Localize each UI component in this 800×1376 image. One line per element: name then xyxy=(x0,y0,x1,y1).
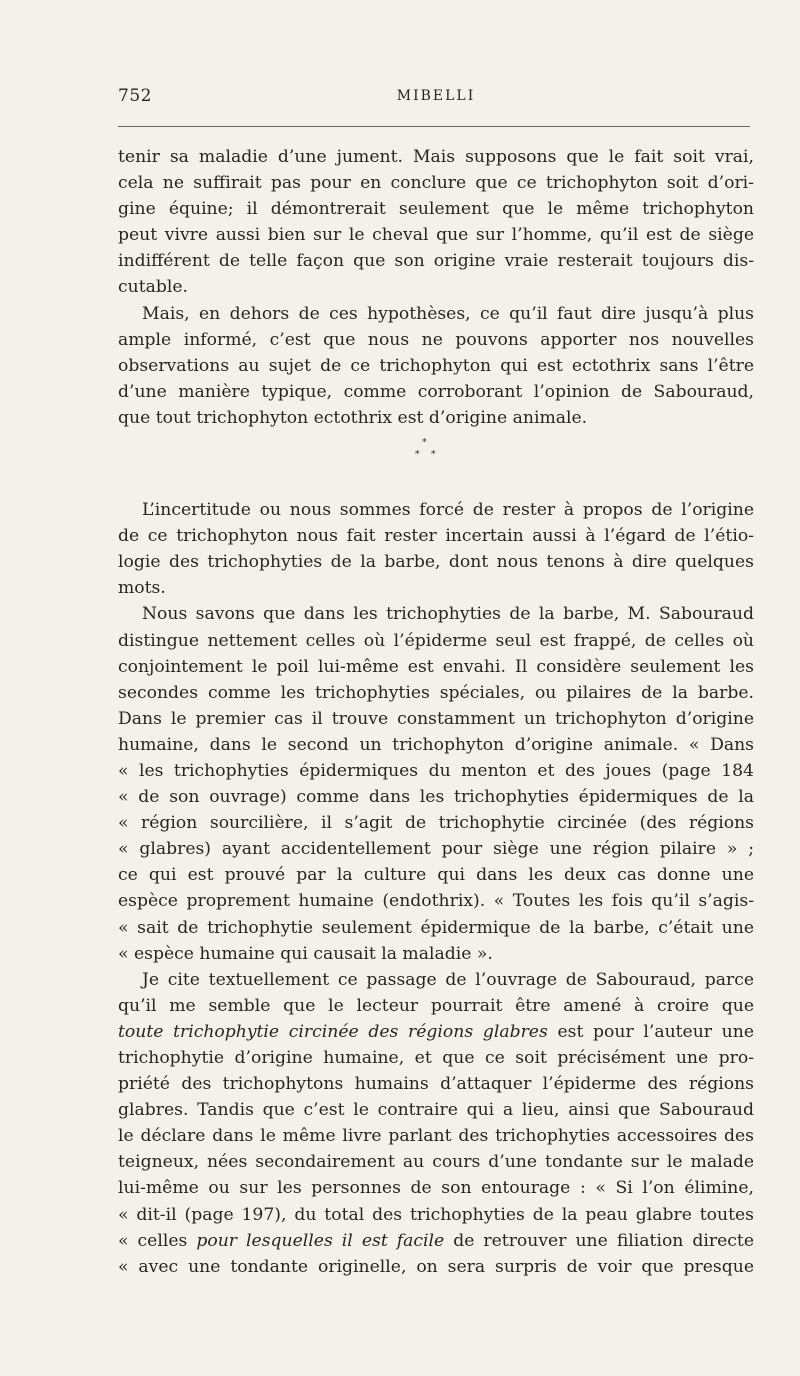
italic-phrase: toute trichophytie circinée des régions glabres xyxy=(118,1021,548,1042)
text-line: humaine, dans le second un trichophyton d’origine animale. « Dans xyxy=(118,734,754,755)
text-line: « de son ouvrage) comme dans les trichophyties épidermiques de la xyxy=(118,787,754,808)
text-line: que tout trichophyton ectothrix est d’origine animale. xyxy=(118,407,588,428)
text-line: trichophytie d’origine humaine, et que ce soit précisément une pro- xyxy=(118,1048,754,1068)
asterism-star: * xyxy=(415,450,420,461)
text-line: cutable. xyxy=(118,277,188,298)
body-text xyxy=(118,144,754,1280)
running-head: MIBELLI xyxy=(396,88,476,104)
text-line: priété des trichophytons humains d’attaquer l’épiderme des régions xyxy=(118,1074,754,1095)
paragraph-1 xyxy=(118,144,754,301)
italic-phrase: pour lesquelles il est facile xyxy=(196,1230,445,1251)
text-line: « région sourcilière, il s’agit de trichophytie circinée (des régions xyxy=(118,813,754,834)
text-line: Dans le premier cas il trouve constamment un trichophyton d’origine xyxy=(118,708,754,729)
text-line: indifférent de telle façon que son origine vraie resterait toujours dis- xyxy=(118,251,754,272)
page-number: 752 xyxy=(118,86,152,106)
text-line: « sait de trichophytie seulement épidermique de la barbe, c’était une xyxy=(118,917,754,938)
text-line: « avec une tondante originelle, on sera surpris de voir que presque xyxy=(118,1256,754,1277)
text-line: secondes comme les trichophyties spéciales, ou pilaires de la barbe. xyxy=(118,682,754,703)
text-line: Mais, en dehors de ces hypothèses, ce qu’il faut dire jusqu’à plus xyxy=(142,303,754,324)
text-fragment: de retrouver une filiation directe xyxy=(444,1230,754,1251)
text-line: de ce trichophyton nous fait rester incertain aussi à l’égard de l’étio- xyxy=(118,526,754,547)
text-line xyxy=(118,1019,754,1045)
text-line: peut vivre aussi bien sur le cheval que sur l’homme, qu’il est de siège xyxy=(118,225,754,246)
page-header xyxy=(118,86,754,108)
paragraph-4 xyxy=(118,601,754,966)
text-line: « dit-il (page 197), du total des trichophyties de la peau glabre toutes xyxy=(118,1204,754,1225)
text-line: Je cite textuellement ce passage de l’ouvrage de Sabouraud, parce xyxy=(142,969,754,990)
text-line xyxy=(118,1228,754,1254)
text-line: ce qui est prouvé par la culture qui dans les deux cas donne une xyxy=(118,865,754,886)
text-line: distingue nettement celles où l’épiderme seul est frappé, de celles où xyxy=(118,630,754,651)
text-line: L’incertitude ou nous sommes forcé de rester à propos de l’origine xyxy=(142,500,754,521)
paragraph-3 xyxy=(118,497,754,601)
text-line: qu’il me semble que le lecteur pourrait être amené à croire que xyxy=(118,995,754,1016)
text-line: tenir sa maladie d’une jument. Mais supposons que le fait soit vrai, xyxy=(118,147,754,167)
text-line: espèce proprement humaine (endothrix). « Toutes les fois qu’il s’agis- xyxy=(118,891,754,912)
text-line: conjointement le poil lui-même est envahi. Il considère seulement les xyxy=(118,656,754,677)
text-line: ample informé, c’est que nous ne pouvons apporter nos nouvelles xyxy=(118,329,754,350)
section-asterism xyxy=(118,435,754,487)
text-line: glabres. Tandis que c’est le contraire qui a lieu, ainsi que Sabouraud xyxy=(118,1100,754,1121)
header-rule xyxy=(118,126,750,127)
paragraph-5 xyxy=(118,967,754,1280)
text-line: « les trichophyties épidermiques du menton et des joues (page 184 xyxy=(118,760,754,781)
asterism-star: * xyxy=(422,438,427,449)
text-line: cela ne suffirait pas pour en conclure que ce trichophyton soit d’ori- xyxy=(118,173,754,194)
text-line: gine équine; il démontrerait seulement que le même trichophyton xyxy=(118,199,754,220)
text-line: d’une manière typique, comme corroborant l’opinion de Sabouraud, xyxy=(118,381,754,402)
text-line: lui-même ou sur les personnes de son entourage : « Si l’on élimine, xyxy=(118,1178,754,1199)
text-line: teigneux, nées secondairement au cours d’une tondante sur le malade xyxy=(118,1152,754,1173)
text-line: Nous savons que dans les trichophyties de la barbe, M. Sabouraud xyxy=(142,604,754,625)
paragraph-2 xyxy=(118,301,754,431)
text-line: « espèce humaine qui causait la maladie ». xyxy=(118,943,493,964)
text-fragment: est pour l’auteur une xyxy=(547,1021,754,1042)
text-line: logie des trichophyties de la barbe, dont nous tenons à dire quelques xyxy=(118,552,754,573)
text-line: mots. xyxy=(118,578,166,599)
asterism-star: * xyxy=(431,450,436,461)
text-line: observations au sujet de ce trichophyton qui est ectothrix sans l’être xyxy=(118,355,754,376)
text-fragment: « celles xyxy=(118,1230,197,1251)
text-line: « glabres) ayant accidentellement pour siège une région pilaire » ; xyxy=(118,839,754,860)
text-line: le déclare dans le même livre parlant des trichophyties accessoires des xyxy=(118,1126,754,1147)
